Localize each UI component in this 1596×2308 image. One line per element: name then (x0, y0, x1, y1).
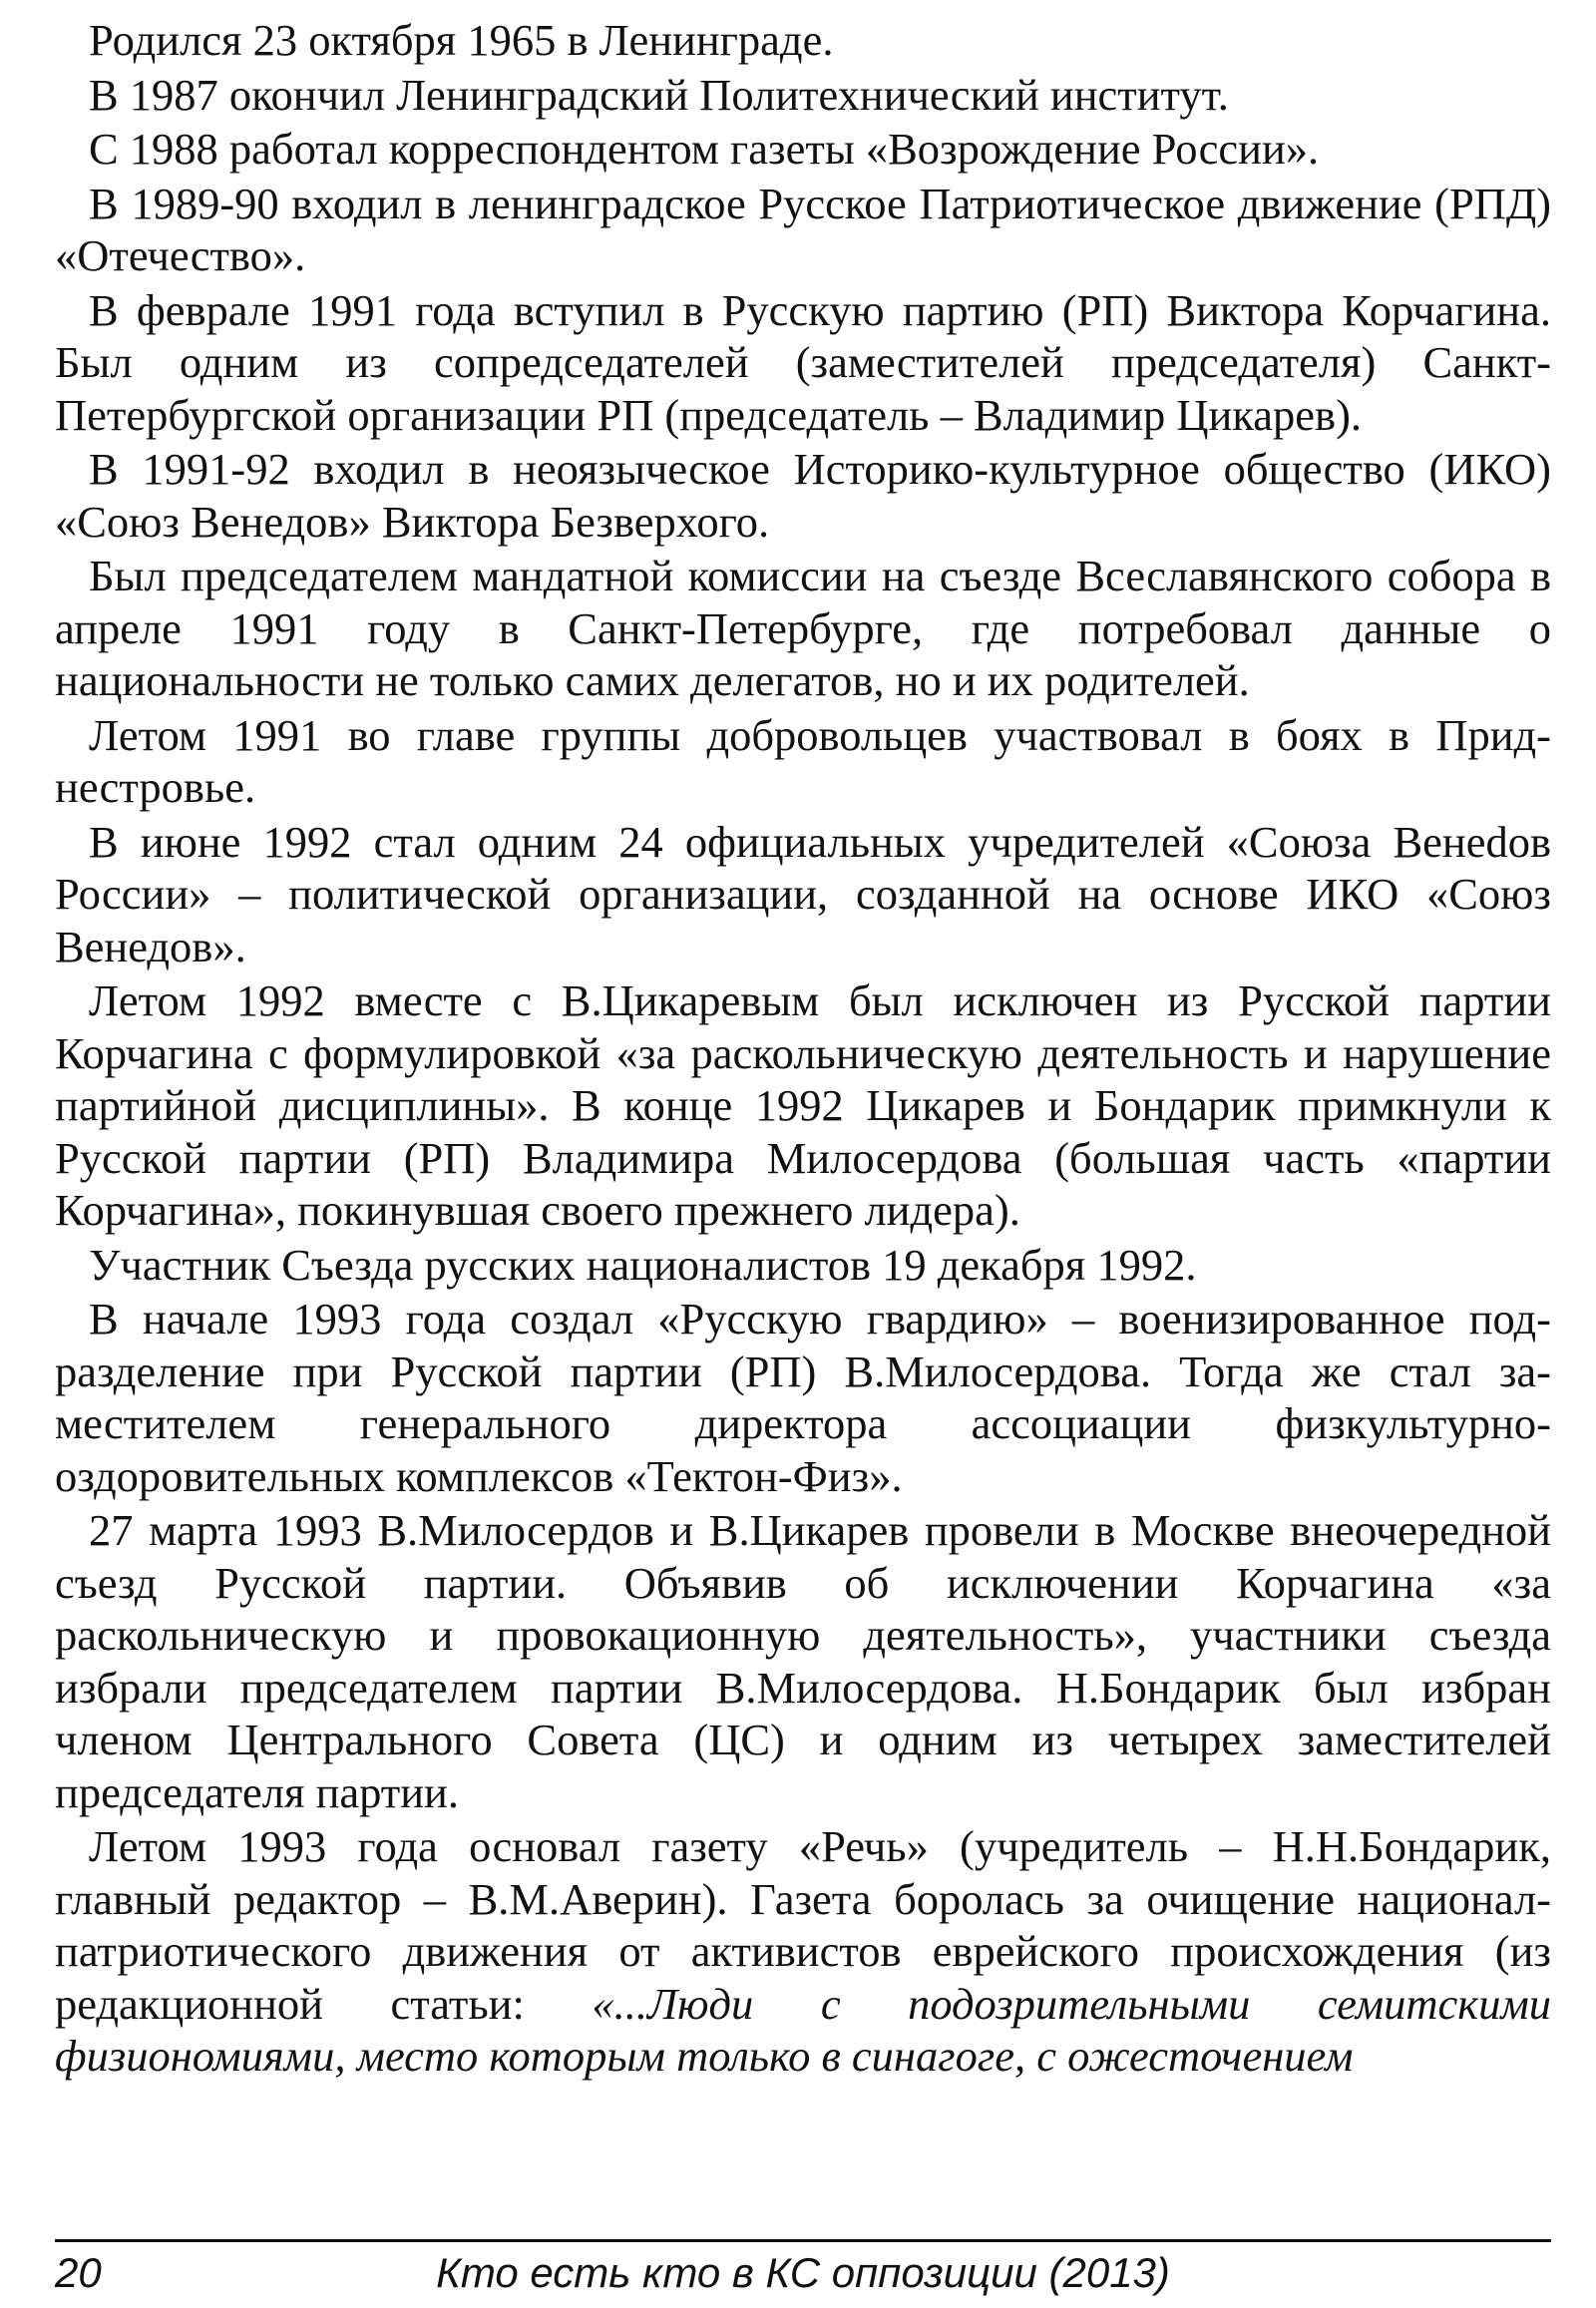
paragraph: В феврале 1991 года вступил в Русскую партию (РП) Виктора Корчагина. Был одним из сопредседателей (заместителей председателя) Санкт-Петербургской организации РП (председатель – Владимир Цикарев). (55, 284, 1551, 440)
page-footer (55, 2246, 1551, 2300)
paragraph: Родился 23 октября 1965 в Ленинграде. (89, 15, 834, 65)
running-title: Кто есть кто в КС оппозиции (2013) (436, 2249, 1170, 2296)
italic-quote: «...Люди с подозрительными семитскими физиономиями, место которым только в синагоге, с ожесточением (55, 1978, 1551, 2081)
paragraph: Летом 1991 во главе группы добровольцев участвовал в боях в Приднестровье. (55, 709, 1551, 812)
paragraph: С 1988 работал корреспондентом газеты «Возрождение России». (89, 124, 1320, 174)
last-paragraph (55, 1820, 1551, 2083)
paragraph: В 1987 окончил Ленинградский Политехнический институт. (89, 69, 1229, 120)
paragraph: 27 марта 1993 В.Милосердов и В.Цикарев провели в Москве внеочередной съезд Русской партии. Объявив об исключении Корчагина «за раскольническую и провокационную деятельность», участники съезда избрали председателем партии В.Милосердова. Н.Бондарик был избран членом Центрального Совета (ЦС) и одним из четырех заместителей председателя партии. (55, 1505, 1551, 1817)
paragraph: В 1991-92 входил в неоязыческое Историко-культурное общество (ИКО) «Союз Венедов» Виктора Безверхого. (55, 444, 1551, 547)
paragraph: Участник Съезда русских националистов 19 декабря 1992. (89, 1239, 1197, 1290)
paragraph: В 1989-90 входил в ленинградское Русское Патриотическое движение (РПД) «Отечество». (55, 178, 1551, 280)
footer-divider (55, 2239, 1551, 2242)
paragraph: В июне 1992 стал одним 24 официальных учредителей «Союза Венеdов России» – политической организации, созданной на основе ИКО «Союз Венедов». (55, 816, 1551, 971)
last-paragraph-text: Летом 1993 года основал газету «Речь» (учредитель – Н.Н.Бондарик, главный редактор – В.М.Аверин). Газета боролась за очищение национал-патриотического движения от активистов еврейского происхождения (из редакционной статьи: (55, 1821, 1551, 2029)
paragraph: Летом 1992 вместе с В.Цикаревым был исключен из Русской партии Корчагина с формулировкой «за раскольническую деятельность и нарушение партийной дисциплины». В конце 1992 Цикарев и Бондарик примкнули к Русской партии (РП) Владимира Милосердова (большая часть «партии Корчагина», покинувшая своего прежнего лидера). (55, 975, 1551, 1235)
page-number: 20 (55, 2249, 102, 2296)
paragraph: В начале 1993 года создал «Русскую гвардию» – военизированное подразделение при Русской партии (РП) В.Милосердова. Тогда же стал заместителем генерального директора ассоциации физкультурно-оздоровительных комплексов «Тектон-Физ». (55, 1294, 1551, 1501)
paragraph: Был председателем мандатной комиссии на съезде Всеславянского собора в апреле 1991 году в Санкт-Петербурге, где потребовал данные о национальности не только самих делегатов, но и их родителей. (55, 551, 1551, 705)
body-text (55, 14, 1551, 2085)
